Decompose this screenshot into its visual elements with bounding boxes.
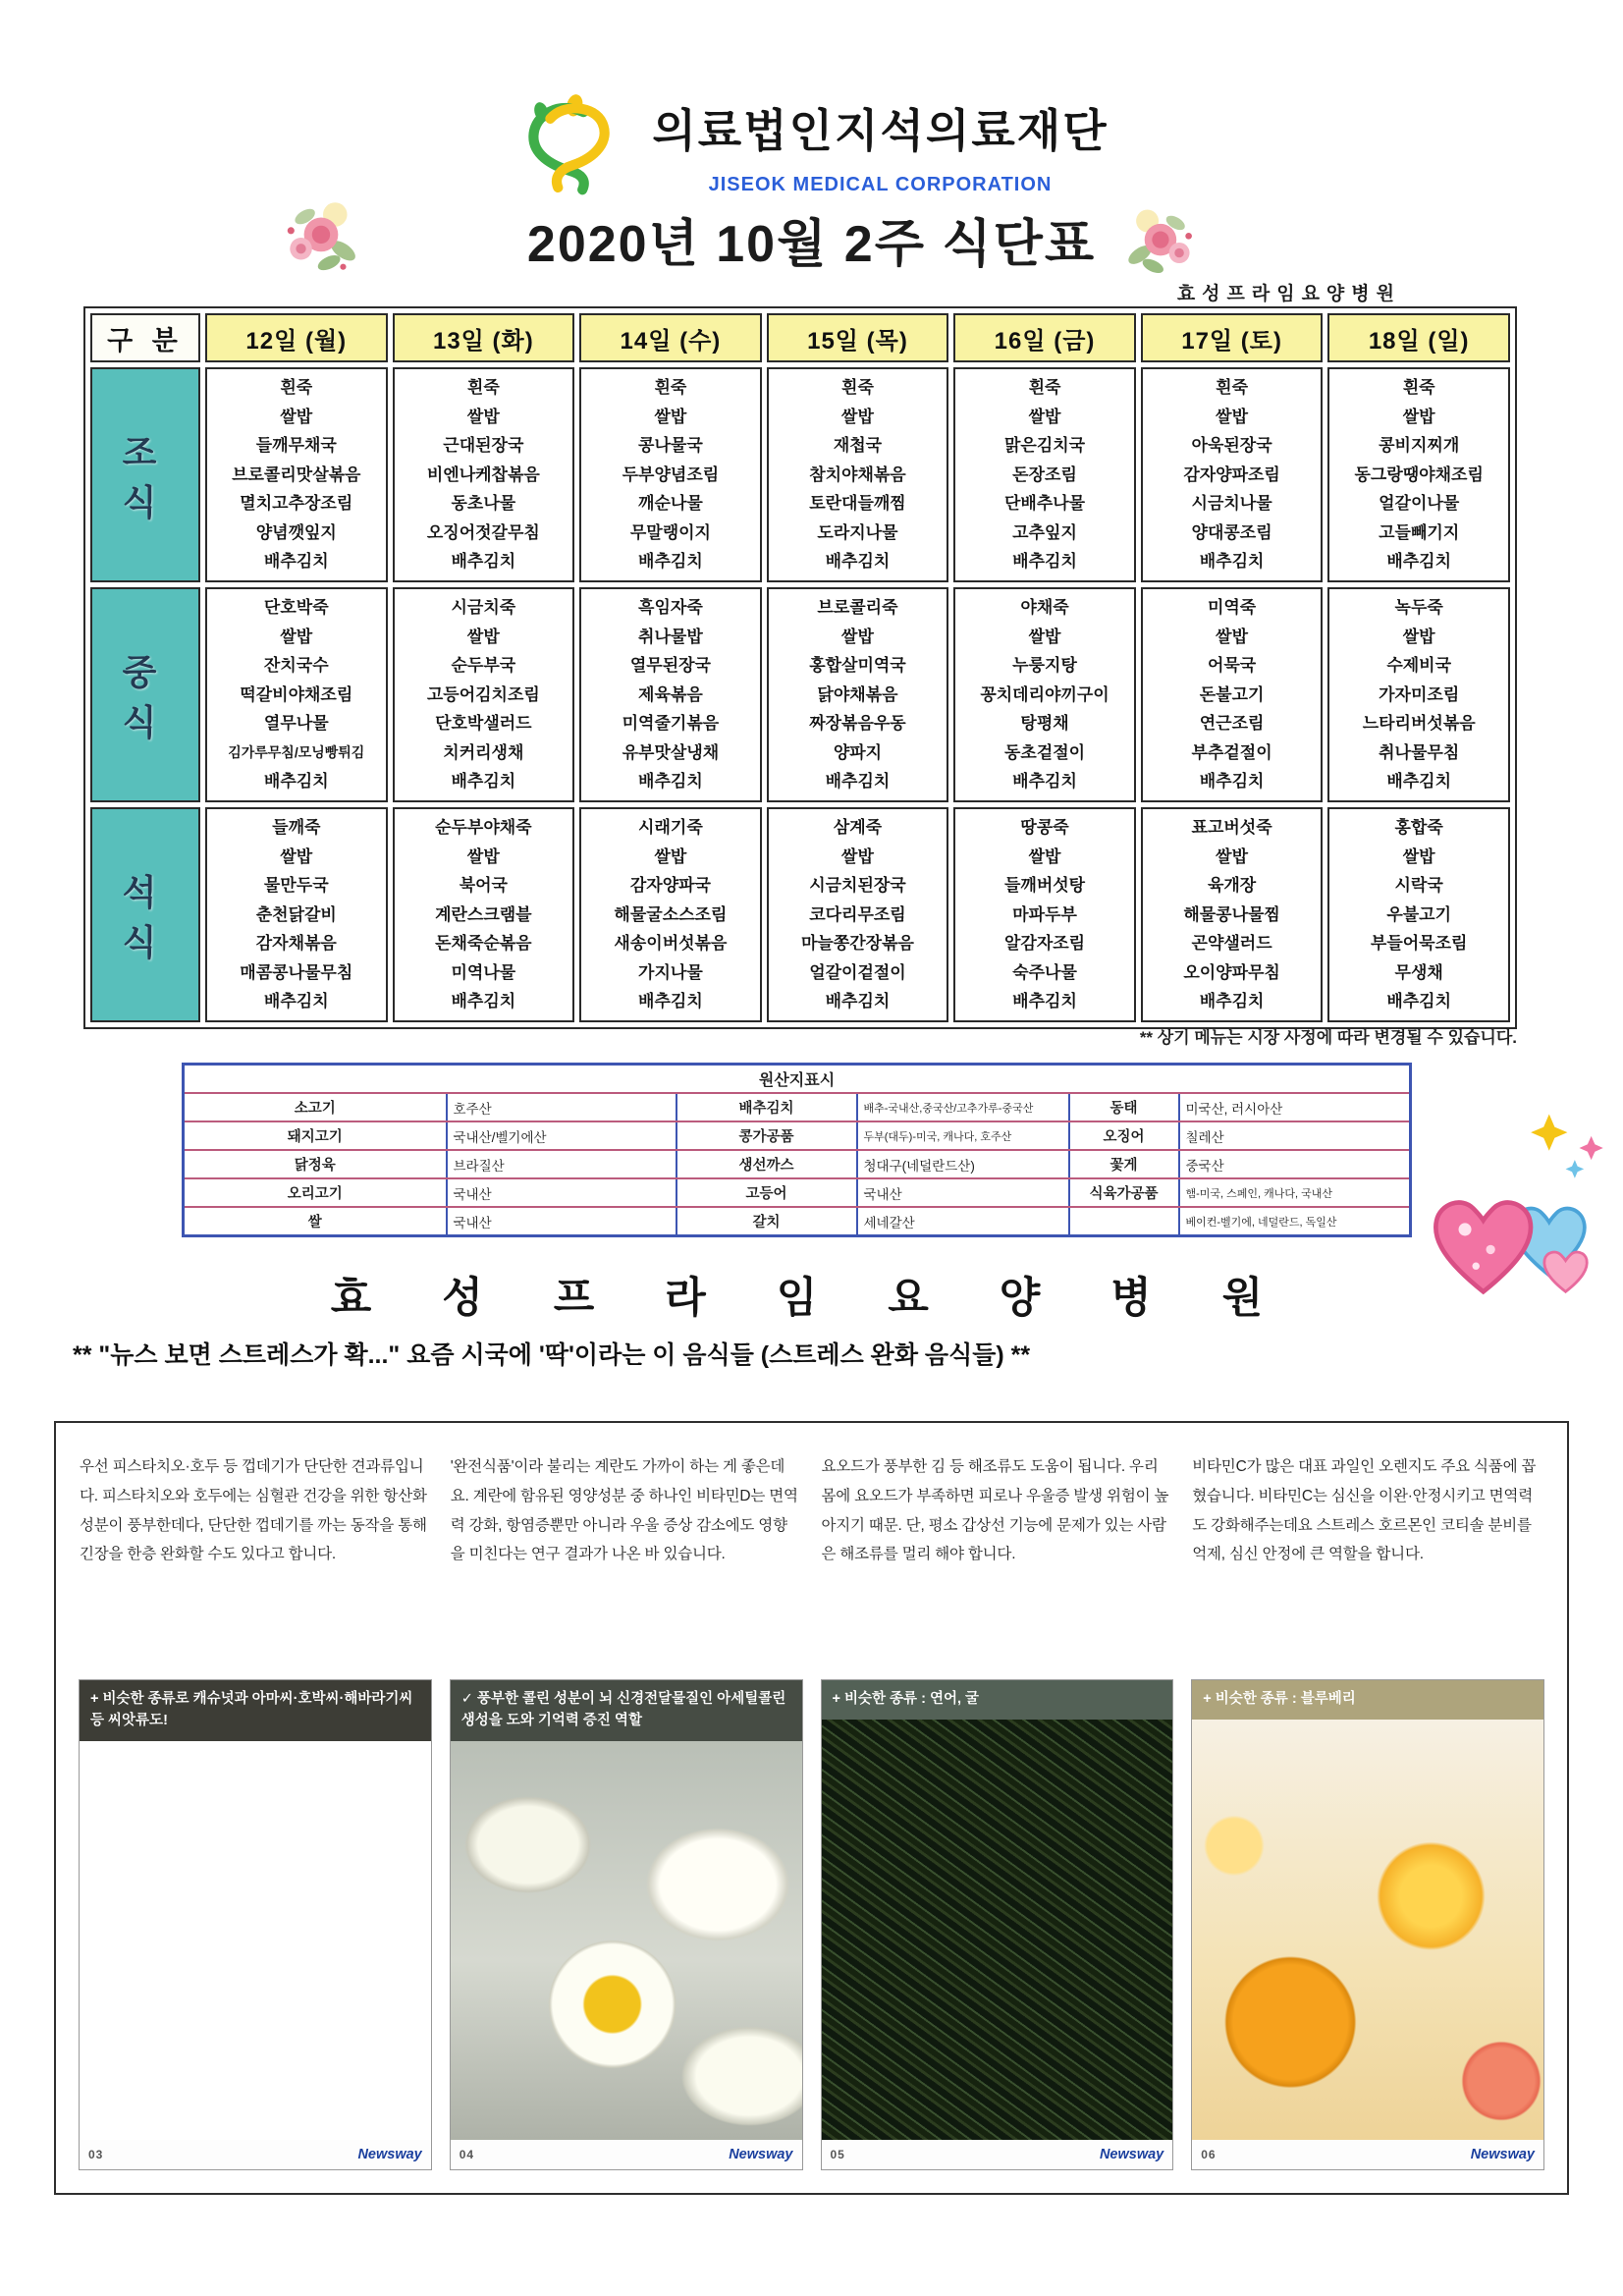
origin-item: 돼지고기 [184, 1121, 447, 1150]
menu-item: 땅콩죽 [1020, 818, 1069, 838]
menu-day-cell [953, 587, 1136, 802]
article-headline: ** "뉴스 보면 스트레스가 확..." 요즘 시국에 '딱'이라는 이 음식들 (스트레스 완화 음식들) ** [73, 1341, 1031, 1369]
menu-item: 해물콩나물찜 [1183, 904, 1280, 924]
menu-item: 쌀밥 [1402, 407, 1435, 426]
menu-item: 얼갈이겉절이 [809, 962, 906, 982]
day-header: 13일 (화) [393, 313, 575, 362]
menu-item: 배추김치 [451, 992, 516, 1011]
menu-item: 수제비국 [1386, 656, 1452, 676]
menu-table [83, 306, 1517, 1029]
seaweed-image [822, 1720, 1173, 2140]
menu-item: 돈장조림 [1012, 465, 1077, 484]
origin-item: 닭정육 [184, 1150, 447, 1178]
menu-item: 비엔나케찹볶음 [426, 465, 540, 484]
menu-item: 쌀밥 [1216, 407, 1249, 426]
photo-caption: ✓ 풍부한 콜린 성분이 뇌 신경전달물질인 아세틸콜린 생성을 도와 기억력 증진 역할 [451, 1680, 802, 1741]
origin-item: 오징어 [1069, 1121, 1179, 1150]
menu-item: 홍합살미역국 [809, 656, 906, 676]
menu-item: 양파지 [833, 742, 883, 762]
menu-item: 미역나물 [451, 962, 516, 982]
article-column [822, 1452, 1173, 2169]
origin-table [182, 1063, 1412, 1237]
menu-day-cell [393, 587, 575, 802]
menu-item: 배추김치 [638, 772, 703, 792]
menu-item: 토란대들깨찜 [809, 494, 906, 514]
menu-item: 흰죽 [1028, 378, 1061, 398]
menu-item: 탕평채 [1020, 714, 1069, 734]
menu-item: 쌀밥 [654, 847, 687, 866]
menu-item: 표고버섯죽 [1191, 818, 1272, 838]
menu-item: 춘천닭갈비 [255, 904, 337, 924]
origin-value: 국내산 [447, 1178, 676, 1207]
menu-item: 참치야채볶음 [809, 465, 906, 484]
menu-item: 배추김치 [825, 772, 891, 792]
photo-page-number: 05 [830, 2148, 845, 2161]
day-header: 17일 (토) [1141, 313, 1324, 362]
menu-day-cell [1327, 587, 1510, 802]
eggs-image [451, 1741, 802, 2141]
day-header: 16일 (금) [953, 313, 1136, 362]
menu-item: 쌀밥 [841, 847, 874, 866]
menu-item: 흰죽 [1402, 378, 1435, 398]
menu-item: 흰죽 [841, 378, 874, 398]
menu-day-cell [579, 807, 762, 1022]
menu-item: 쌀밥 [1402, 847, 1435, 866]
menu-item: 순두부야채죽 [435, 818, 532, 838]
orange-photo [1192, 1680, 1543, 2169]
article-column [1192, 1452, 1543, 2169]
menu-item: 멸치고추장조림 [240, 494, 353, 514]
menu-item: 짜장볶음우동 [809, 714, 906, 734]
origin-value: 칠레산 [1179, 1121, 1411, 1150]
menu-item: 쌀밥 [654, 407, 687, 426]
menu-day-cell [953, 367, 1136, 582]
meal-label: 석 식 [90, 807, 200, 1022]
menu-item: 쌀밥 [1028, 847, 1061, 866]
menu-item: 마파두부 [1012, 904, 1077, 924]
menu-item: 감자채볶음 [255, 934, 337, 954]
menu-item: 배추김치 [1012, 552, 1077, 572]
menu-item: 잔치국수 [263, 656, 329, 676]
menu-item: 들깨버섯탕 [1003, 876, 1086, 896]
menu-item: 배추김치 [1199, 552, 1265, 572]
hospital-name-small: 효성프라임요양병원 [1177, 279, 1401, 308]
menu-item: 들깨죽 [272, 818, 321, 838]
org-name-en: JISEOK MEDICAL CORPORATION [708, 173, 1053, 195]
menu-day-cell [205, 807, 388, 1022]
origin-row [184, 1207, 1411, 1236]
menu-table-body [90, 313, 1510, 1022]
menu-item: 배추김치 [638, 992, 703, 1011]
menu-item: 들깨무채국 [255, 436, 337, 456]
menu-item: 배추김치 [451, 772, 516, 792]
menu-day-cell [393, 367, 575, 582]
menu-item: 쌀밥 [1028, 407, 1061, 426]
origin-value: 브라질산 [447, 1150, 676, 1178]
origin-item: 동태 [1069, 1093, 1179, 1121]
menu-day-cell [1141, 807, 1324, 1022]
menu-item: 쌀밥 [1216, 847, 1249, 866]
menu-item: 콩비지찌개 [1379, 436, 1460, 456]
menu-item: 흑임자죽 [638, 598, 703, 618]
menu-item: 단호박샐러드 [435, 714, 532, 734]
menu-item: 유부맛살냉채 [622, 742, 720, 762]
pistachio-photo [80, 1680, 431, 2169]
menu-item: 시락국 [1394, 876, 1443, 896]
menu-item: 북어국 [459, 876, 508, 896]
menu-item: 김가루무침/모닝빵튀김 [228, 743, 365, 760]
origin-value: 세네갈산 [857, 1207, 1069, 1236]
origin-table-title: 원산지표시 [184, 1065, 1411, 1094]
menu-item: 감자양파국 [629, 876, 711, 896]
menu-item: 열무나물 [263, 714, 329, 734]
menu-header-row [90, 313, 1510, 362]
menu-item: 쌀밥 [1216, 627, 1249, 646]
menu-item: 어묵국 [1207, 656, 1257, 676]
menu-item: 콩나물국 [638, 436, 703, 456]
menu-item: 돈불고기 [1199, 684, 1265, 704]
origin-row [184, 1093, 1411, 1121]
menu-item: 쌀밥 [841, 407, 874, 426]
menu-item: 코다리무조림 [809, 904, 906, 924]
menu-item: 도라지나물 [817, 522, 898, 542]
org-names [652, 95, 1108, 196]
menu-item: 배추김치 [638, 552, 703, 572]
menu-item: 두부양념조림 [622, 465, 720, 484]
photo-footer [451, 2140, 802, 2169]
menu-item: 배추김치 [263, 552, 329, 572]
menu-item: 떡갈비야채조림 [240, 684, 353, 704]
menu-item: 쌀밥 [280, 847, 313, 866]
org-logo-heart-icon [514, 94, 630, 196]
menu-item: 누룽지탕 [1012, 656, 1077, 676]
menu-item: 양념깻잎지 [255, 522, 337, 542]
menu-item: 배추김치 [825, 992, 891, 1011]
photo-page-number: 03 [88, 2148, 104, 2161]
menu-item: 가지나물 [638, 962, 703, 982]
menu-item: 새송이버섯볶음 [614, 934, 728, 954]
article-paragraph: 비타민C가 많은 대표 과일인 오렌지도 주요 식품에 꼽혔습니다. 비타민C는 심신을 이완·안정시키고 면역력도 강화해주는데요 스트레스 호르몬인 코티솔 분비를 억제, 심신 안정에 큰 역할을 합니다. [1192, 1458, 1537, 1563]
menu-item: 마늘쫑간장볶음 [800, 934, 914, 954]
article-columns [80, 1452, 1543, 2169]
menu-day-cell [953, 807, 1136, 1022]
day-header: 14일 (수) [579, 313, 762, 362]
menu-item: 오징어젓갈무침 [426, 522, 540, 542]
menu-day-cell [767, 807, 949, 1022]
menu-item: 무말랭이지 [629, 522, 711, 542]
menu-item: 흰죽 [466, 378, 500, 398]
menu-note: ** 상기 메뉴는 시장 사정에 따라 변경될 수 있습니다. [1139, 1028, 1517, 1047]
menu-item: 순두부국 [451, 656, 516, 676]
origin-value: 햄-미국, 스페인, 캐나다, 국내산 [1179, 1178, 1411, 1207]
meal-row [90, 587, 1510, 802]
hospital-title: 효 성 프 라 임 요 양 병 원 [330, 1275, 1293, 1322]
article-paragraph: 요오드가 풍부한 김 등 해조류도 도움이 됩니다. 우리 몸에 요오드가 부족하면 피로나 우울증 발생 위험이 높아지기 때문. 단, 평소 갑상선 기능에 문제가 있는 사람은 해조류를 멀리 해야 합니다. [821, 1458, 1169, 1563]
menu-item: 얼갈이나물 [1379, 494, 1460, 514]
menu-item: 녹두죽 [1394, 598, 1443, 618]
menu-item: 알감자조림 [1003, 934, 1086, 954]
menu-item: 브로콜리죽 [817, 598, 898, 618]
menu-item: 배추김치 [1012, 772, 1077, 792]
menu-item: 오이양파무침 [1183, 962, 1280, 982]
menu-item: 흰죽 [280, 378, 313, 398]
menu-item: 브로콜리맛살볶음 [232, 465, 361, 484]
menu-item: 쌀밥 [466, 407, 500, 426]
day-header: 18일 (일) [1327, 313, 1510, 362]
menu-item: 계란스크램블 [435, 904, 532, 924]
origin-table-body [184, 1065, 1411, 1236]
menu-item: 흰죽 [1216, 378, 1249, 398]
menu-item: 고들빼기지 [1379, 522, 1460, 542]
menu-item: 맑은김치국 [1003, 436, 1086, 456]
article-column [451, 1452, 802, 2169]
menu-item: 물만두국 [263, 876, 329, 896]
article-box [54, 1421, 1569, 2195]
day-header: 15일 (목) [767, 313, 949, 362]
menu-item: 시래기죽 [638, 818, 703, 838]
origin-row [184, 1150, 1411, 1178]
photo-footer [80, 2140, 431, 2169]
menu-item: 배추김치 [1199, 992, 1265, 1011]
menu-item: 동초나물 [451, 494, 516, 514]
menu-item: 열무된장국 [629, 656, 711, 676]
pistachio-image [80, 1741, 431, 2141]
menu-item: 가자미조림 [1379, 684, 1460, 704]
menu-item: 고등어김치조림 [426, 684, 540, 704]
menu-item: 근대된장국 [443, 436, 524, 456]
photo-footer [1192, 2140, 1543, 2169]
menu-item: 재첩국 [833, 436, 883, 456]
menu-item: 쌀밥 [466, 847, 500, 866]
menu-item: 곤약샐러드 [1191, 934, 1272, 954]
menu-item: 숙주나물 [1012, 962, 1077, 982]
origin-value: 국내산 [857, 1178, 1069, 1207]
menu-item: 동그랑땡야채조림 [1354, 465, 1484, 484]
photo-footer [822, 2140, 1173, 2169]
menu-day-cell [767, 587, 949, 802]
menu-item: 배추김치 [1012, 992, 1077, 1011]
menu-item: 쌀밥 [280, 407, 313, 426]
menu-item: 시금치된장국 [809, 876, 906, 896]
menu-item: 꽁치데리야끼구이 [980, 684, 1109, 704]
photo-caption: + 비슷한 종류 : 연어, 굴 [822, 1680, 1173, 1720]
corner-cell: 구 분 [90, 313, 200, 362]
menu-day-cell [767, 367, 949, 582]
menu-item: 쌀밥 [1028, 627, 1061, 646]
origin-item: 콩가공품 [676, 1121, 857, 1150]
newsway-logo: Newsway [1099, 2147, 1164, 2162]
origin-item: 식육가공품 [1069, 1178, 1179, 1207]
origin-value: 청대구(네덜란드산) [857, 1150, 1069, 1178]
menu-item: 깨순나물 [638, 494, 703, 514]
meal-label: 조 식 [90, 367, 200, 582]
menu-item: 배추김치 [1386, 552, 1452, 572]
day-header: 12일 (월) [205, 313, 388, 362]
origin-item: 오리고기 [184, 1178, 447, 1207]
menu-item: 취나물무침 [1379, 742, 1460, 762]
menu-day-cell [579, 587, 762, 802]
article-paragraph: '완전식품'이라 불리는 계란도 가까이 하는 게 좋은데요. 계란에 함유된 영양성분 중 하나인 비타민D는 면역력 강화, 항염증뿐만 아니라 우울 증상 감소에도 영향을 미친다는 연구 결과가 나온 바 있습니다. [450, 1458, 798, 1563]
menu-item: 닭야채볶음 [817, 684, 898, 704]
menu-item: 홍합죽 [1394, 818, 1443, 838]
origin-item: 소고기 [184, 1093, 447, 1121]
menu-item: 우불고기 [1386, 904, 1452, 924]
menu-day-cell [1327, 807, 1510, 1022]
menu-item: 배추김치 [263, 772, 329, 792]
menu-day-cell [1141, 587, 1324, 802]
meal-row [90, 367, 1510, 582]
meal-label: 중 식 [90, 587, 200, 802]
origin-value: 미국산, 러시아산 [1179, 1093, 1411, 1121]
origin-value: 중국산 [1179, 1150, 1411, 1178]
menu-item: 배추김치 [1199, 772, 1265, 792]
menu-day-cell [1141, 367, 1324, 582]
menu-item: 아욱된장국 [1191, 436, 1272, 456]
origin-value: 두부(대두)-미국, 캐나다, 호주산 [857, 1121, 1069, 1150]
org-name: 의료법인지석의료재단 [652, 104, 1109, 156]
menu-day-cell [1327, 367, 1510, 582]
menu-item: 해물굴소스조림 [614, 904, 728, 924]
menu-item: 미역줄기볶음 [622, 714, 720, 734]
origin-value: 베이컨-벨기에, 네덜란드, 독일산 [1179, 1207, 1411, 1236]
photo-caption: + 비슷한 종류 : 블루베리 [1192, 1680, 1543, 1720]
menu-item: 배추김치 [1386, 772, 1452, 792]
menu-day-cell [205, 367, 388, 582]
menu-item: 느타리버섯볶음 [1362, 714, 1476, 734]
menu-item: 단배추나물 [1003, 494, 1086, 514]
origin-item: 생선까스 [676, 1150, 857, 1178]
menu-item: 배추김치 [1386, 992, 1452, 1011]
menu-item: 흰죽 [654, 378, 687, 398]
origin-item: 꽃게 [1069, 1150, 1179, 1178]
article-paragraph: 우선 피스타치오·호두 등 껍데기가 단단한 견과류입니다. 피스타치오와 호두에는 심혈관 건강을 위한 항산화 성분이 풍부한데다, 단단한 껍데기를 까는 동작을 통해 긴장을 한층 완화할 수도 있다고 합니다. [80, 1458, 427, 1563]
eggs-photo [451, 1680, 802, 2169]
menu-item: 미역죽 [1207, 598, 1257, 618]
menu-item: 제육볶음 [638, 684, 703, 704]
menu-item: 시금치죽 [451, 598, 516, 618]
meal-row [90, 807, 1510, 1022]
origin-row [184, 1121, 1411, 1150]
origin-value: 국내산/벨기에산 [447, 1121, 676, 1150]
menu-item: 쌀밥 [466, 627, 500, 646]
menu-item: 치커리생채 [443, 742, 524, 762]
menu-item: 쌀밥 [280, 627, 313, 646]
origin-item [1069, 1207, 1179, 1236]
menu-item: 배추김치 [451, 552, 516, 572]
article-column [80, 1452, 431, 2169]
origin-value: 국내산 [447, 1207, 676, 1236]
menu-item: 고추잎지 [1012, 522, 1077, 542]
origin-value: 배추-국내산,중국산/고추가루-중국산 [857, 1093, 1069, 1121]
photo-caption: + 비슷한 종류로 캐슈넛과 아마씨·호박씨·해바라기씨 등 씨앗류도! [80, 1680, 431, 1741]
menu-day-cell [205, 587, 388, 802]
menu-item: 배추김치 [263, 992, 329, 1011]
menu-item: 무생채 [1394, 962, 1443, 982]
menu-item: 시금치나물 [1191, 494, 1272, 514]
menu-item: 취나물밥 [638, 627, 703, 646]
menu-item: 동초겉절이 [1003, 742, 1086, 762]
org-header [0, 94, 1623, 196]
menu-item: 부추겉절이 [1191, 742, 1272, 762]
menu-item: 단호박죽 [263, 598, 329, 618]
menu-day-cell [393, 807, 575, 1022]
origin-item: 배추김치 [676, 1093, 857, 1121]
menu-item: 야채죽 [1020, 598, 1069, 618]
origin-item: 고등어 [676, 1178, 857, 1207]
menu-day-cell [579, 367, 762, 582]
menu-item: 연근조림 [1199, 714, 1265, 734]
origin-item: 갈치 [676, 1207, 857, 1236]
menu-item: 돈채죽순볶음 [435, 934, 532, 954]
newsway-logo: Newsway [357, 2147, 422, 2162]
newsway-logo: Newsway [729, 2147, 793, 2162]
origin-value: 호주산 [447, 1093, 676, 1121]
menu-item: 육개장 [1207, 876, 1257, 896]
menu-item: 감자양파조림 [1183, 465, 1280, 484]
origin-item: 쌀 [184, 1207, 447, 1236]
seaweed-photo [822, 1680, 1173, 2169]
newsway-logo: Newsway [1470, 2147, 1535, 2162]
orange-image [1192, 1720, 1543, 2140]
menu-item: 배추김치 [825, 552, 891, 572]
menu-item: 쌀밥 [1402, 627, 1435, 646]
menu-item: 매콤콩나물무침 [240, 962, 353, 982]
photo-page-number: 04 [459, 2148, 475, 2161]
menu-item: 양대콩조림 [1191, 522, 1272, 542]
menu-item: 쌀밥 [841, 627, 874, 646]
menu-item: 삼계죽 [833, 818, 883, 838]
menu-item: 부들어묵조림 [1370, 934, 1468, 954]
page-title: 2020년 10월 2주 식단표 [526, 216, 1097, 273]
origin-row [184, 1178, 1411, 1207]
origin-title-row [184, 1065, 1411, 1094]
photo-page-number: 06 [1201, 2148, 1217, 2161]
